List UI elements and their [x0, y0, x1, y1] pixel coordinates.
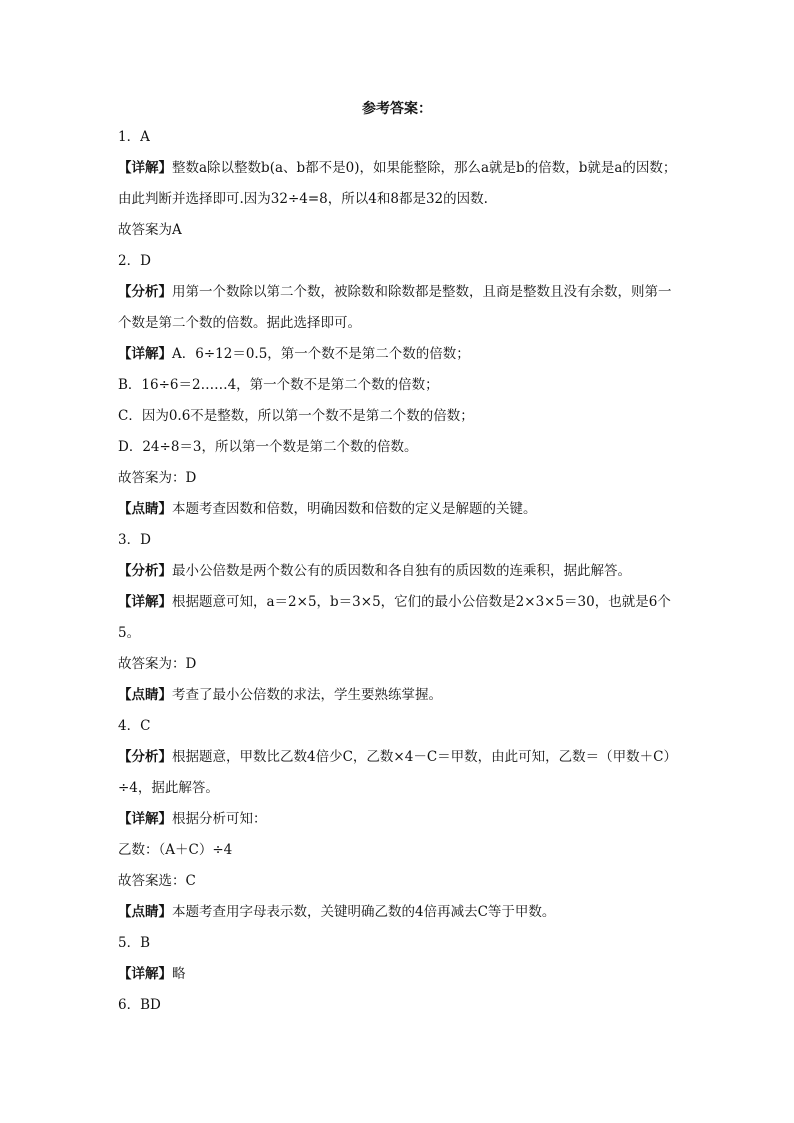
section-tag: 【点睛】	[118, 501, 172, 517]
explanation-line: 乙数：（A＋C）÷4	[118, 842, 233, 858]
answer-number: 5．B	[118, 935, 151, 951]
explanation-line	[118, 804, 678, 835]
explanation-paragraph	[118, 153, 678, 215]
page-title: 参考答案：	[362, 101, 432, 117]
comment-line	[118, 494, 678, 525]
section-tag: 【详解】	[118, 811, 172, 827]
comment-line	[118, 897, 678, 928]
answer-number: 2．D	[118, 253, 151, 269]
explanation-line: D．24÷8＝3，所以第一个数是第二个数的倍数。	[118, 439, 418, 455]
section-tag: 【点睛】	[118, 904, 172, 920]
explanation-paragraph	[118, 587, 678, 649]
explanation-line: B．16÷6＝2……4，第一个数不是第二个数的倍数；	[118, 377, 439, 393]
answer-number: 4．C	[118, 718, 151, 734]
line-text: 考查了最小公倍数的求法，学生要熟练掌握。	[172, 687, 442, 703]
section-tag: 【详解】	[118, 160, 172, 176]
line-text: 本题考查用字母表示数，关键明确乙数的4倍再减去C等于甲数。	[172, 904, 556, 920]
line-text: 根据分析可知：	[172, 811, 267, 827]
comment-line	[118, 680, 678, 711]
section-tag: 【详解】	[118, 966, 172, 982]
section-tag: 【详解】	[118, 346, 172, 362]
section-tag: 【点睛】	[118, 687, 172, 703]
answer-statement: 故答案为：D	[118, 656, 197, 672]
section-tag: 【分析】	[118, 563, 172, 579]
analysis-paragraph	[118, 277, 678, 339]
line-text: 最小公倍数是两个数公有的质因数和各自独有的质因数的连乘积，据此解答。	[172, 563, 631, 579]
paragraph-text: 根据题意可知，a＝2×5，b＝3×5，它们的最小公倍数是2×3×5＝30，也就是6个5。	[118, 594, 671, 641]
section-tag: 【详解】	[118, 594, 172, 610]
answer-statement: 故答案为：D	[118, 470, 197, 486]
section-tag: 【分析】	[118, 749, 172, 765]
paragraph-text: 根据题意，甲数比乙数4倍少C，乙数×4－C＝甲数，由此可知，乙数＝（甲数＋C）÷4，据此解答。	[118, 749, 677, 796]
explanation-line: C．因为0.6不是整数，所以第一个数不是第二个数的倍数；	[118, 408, 474, 424]
line-text: 本题考查因数和倍数，明确因数和倍数的定义是解题的关键。	[172, 501, 537, 517]
line-text: A．6÷12＝0.5，第一个数不是第二个数的倍数；	[172, 346, 470, 362]
answer-statement: 故答案选：C	[118, 873, 196, 889]
analysis-paragraph	[118, 742, 678, 804]
paragraph-text: 整数a除以整数b(a、b都不是0)，如果能整除，那么a就是b的倍数，b就是a的因数；由此判断并选择即可.因为32÷4=8，所以4和8都是32的因数.	[118, 160, 677, 207]
answer-number: 3．D	[118, 532, 151, 548]
answer-list	[118, 122, 678, 1021]
answer-number: 1．A	[118, 129, 150, 145]
section-tag: 【分析】	[118, 284, 172, 300]
answer-number: 6．BD	[118, 997, 161, 1013]
explanation-line	[118, 339, 678, 370]
paragraph-text: 用第一个数除以第二个数，被除数和除数都是整数，且商是整数且没有余数，则第一个数是第二个数的倍数。据此选择即可。	[118, 284, 672, 331]
analysis-line	[118, 556, 678, 587]
answer-statement: 故答案为A	[118, 222, 182, 238]
line-text: 略	[172, 966, 186, 982]
explanation-line	[118, 959, 678, 990]
